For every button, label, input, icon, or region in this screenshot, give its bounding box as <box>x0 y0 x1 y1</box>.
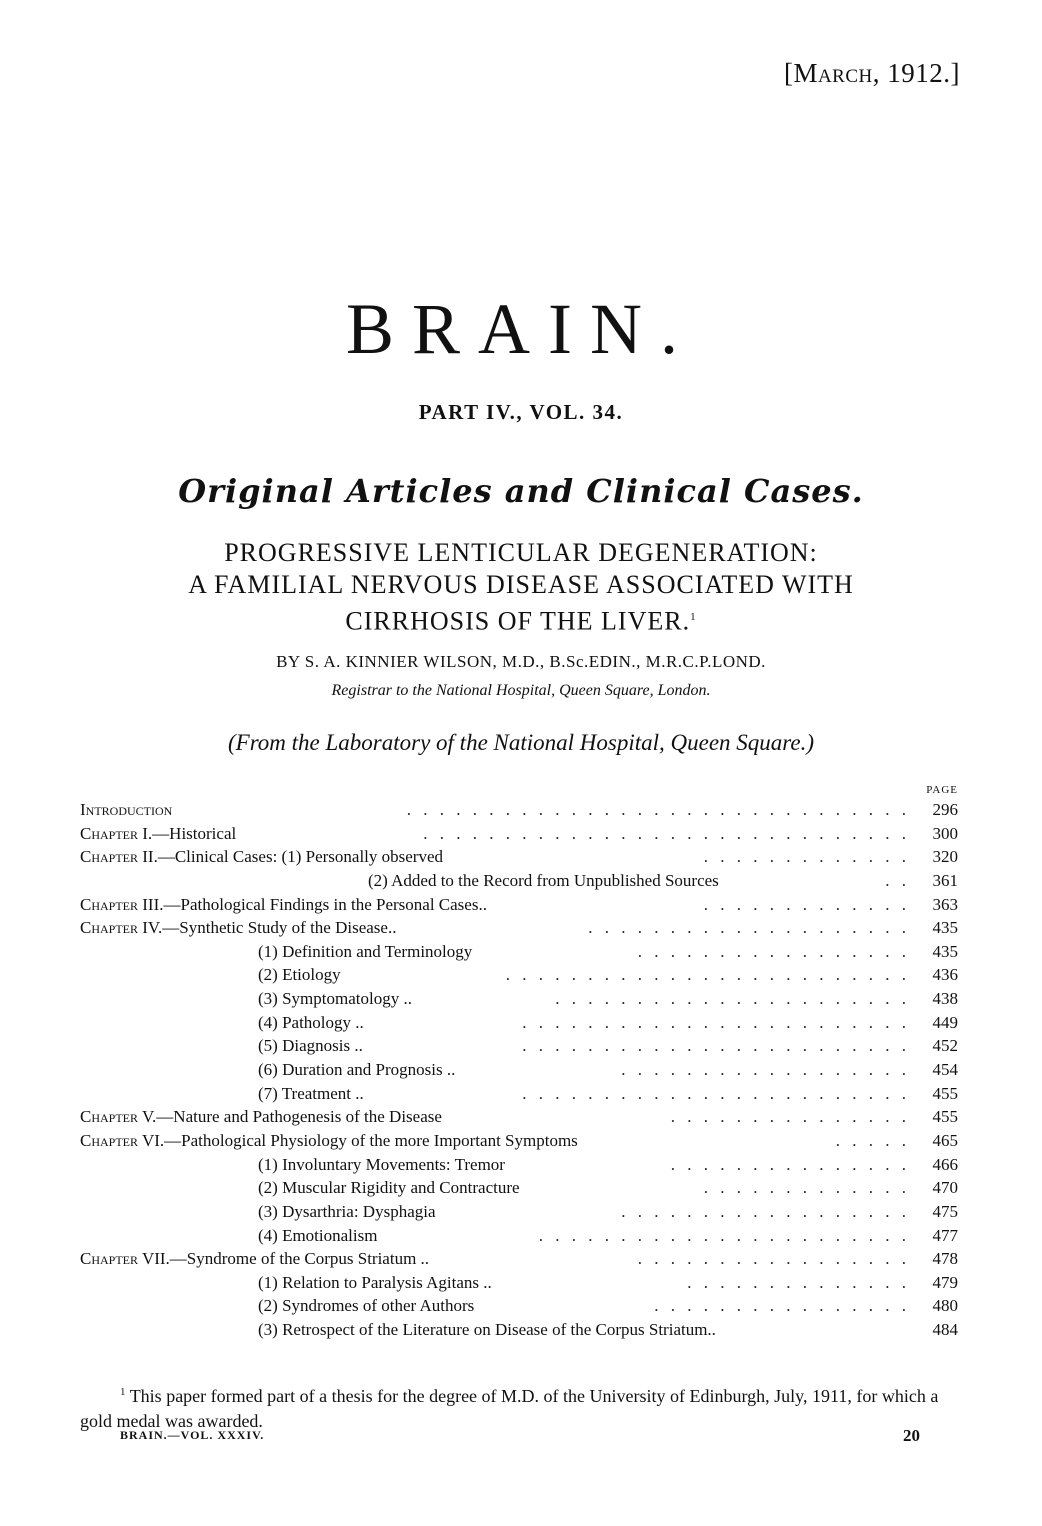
toc-page-number: 455 <box>932 1083 958 1103</box>
journal-title: BRAIN. <box>345 289 696 369</box>
toc-row <box>80 1153 958 1177</box>
toc-entry-text: (4) Emotionalism <box>258 1225 378 1245</box>
toc-entry-label <box>368 869 719 893</box>
toc-entry-text: (3) Retrospect of the Literature on Disease of the Corpus Striatum.. <box>258 1320 716 1340</box>
toc-leader-dots: . . . . . . . . . . . . . . . <box>670 1107 910 1127</box>
toc-row <box>80 963 958 987</box>
toc-entry-text: (2) Syndromes of other Authors <box>258 1296 475 1316</box>
toc-page-number: 454 <box>932 1060 958 1080</box>
toc-entry-label <box>258 1224 377 1248</box>
toc-entry-label <box>80 1129 578 1153</box>
toc-entry-label <box>258 1011 364 1035</box>
toc-leader-dots: . . . . . . . . . . . . . . . . . <box>637 1249 910 1269</box>
toc-page-number: 363 <box>932 894 958 914</box>
toc-entry-text: (2) Added to the Record from Unpublished Sources <box>368 870 719 890</box>
toc-entry-label <box>80 1247 429 1271</box>
toc-leader-dots: . . . . . . . . . . . . . . . . . . <box>621 1201 910 1221</box>
toc-leader-dots: . . . . . . . . . . . . . . . . <box>654 1296 910 1316</box>
toc-entry-text: (1) Involuntary Movements: Tremor <box>258 1154 505 1174</box>
toc-entry-text: (1) Relation to Paralysis Agitans .. <box>258 1272 492 1292</box>
toc-leader-dots: . . . . . . . . . . . . . . . . . . . . . . . . . <box>505 965 910 985</box>
toc-row <box>80 798 958 822</box>
toc-entry-text: VI.—Pathological Physiology of the more Important Symptoms <box>138 1130 578 1150</box>
toc-leader-dots: . . . . . . . . . . . . . . . <box>670 1154 910 1174</box>
toc-entry-prefix: Chapter <box>80 1249 139 1269</box>
toc-page-number: 475 <box>932 1201 958 1221</box>
toc-row <box>80 1294 958 1318</box>
toc-page-number: 300 <box>932 823 958 843</box>
toc-row <box>80 916 958 940</box>
section-heading: Original Articles and Clinical Cases. <box>178 472 864 510</box>
toc-page-number: 484 <box>932 1320 958 1340</box>
author-affiliation: Registrar to the National Hospital, Queen Square, London. <box>331 682 711 699</box>
toc-leader-dots: . . . . . . . . . . . . . . . . . . <box>621 1060 910 1080</box>
toc-entry-text: I.—Historical <box>138 823 237 843</box>
toc-page-number: 477 <box>932 1225 958 1245</box>
toc-entry-text: VII.—Syndrome of the Corpus Striatum .. <box>138 1249 430 1269</box>
toc-entry-label <box>258 1082 364 1106</box>
toc-entry-label <box>80 893 487 917</box>
toc-page-number: 296 <box>932 800 958 819</box>
article-title-line-2: A FAMILIAL NERVOUS DISEASE ASSOCIATED WITH <box>188 570 854 599</box>
toc-leader-dots: . . . . . . . . . . . . . . . . . . . . . . . . . . . . . . <box>423 823 910 843</box>
toc-entry-label <box>80 798 172 822</box>
toc-leader-dots: . . . . . . . . . . . . . . . . . . . . . . <box>555 989 910 1009</box>
toc-page-number: 436 <box>932 965 958 985</box>
toc-row <box>80 940 958 964</box>
toc-row <box>80 1271 958 1295</box>
toc-page-number: 320 <box>932 847 958 867</box>
toc-leader-dots: . . . . . . . . . . . . . . . . . . . . . . . . <box>522 1012 910 1032</box>
toc-leader-dots: . . . . . . . . . . . . . <box>703 847 910 867</box>
toc-entry-text: II.—Clinical Cases: (1) Personally observed <box>138 847 444 867</box>
toc-page-number: 435 <box>932 941 958 961</box>
article-title <box>70 537 972 638</box>
toc-entry-label <box>258 1318 716 1342</box>
toc-entry-label <box>258 1153 505 1177</box>
toc-leader-dots: . . . . . . . . . . . . . <box>703 1178 910 1198</box>
toc-leader-dots: . . . . . . . . . . . . . . . . . . . . . . . . <box>522 1083 910 1103</box>
toc-entry-label <box>258 1176 520 1200</box>
toc-row <box>80 1034 958 1058</box>
toc-leader-dots: . . . . . <box>835 1130 910 1150</box>
toc-row <box>80 1129 958 1153</box>
toc-row <box>80 845 958 869</box>
toc-leader-dots: . . . . . . . . . . . . . . . . . <box>637 941 910 961</box>
toc-entry-text: (3) Symptomatology .. <box>258 989 412 1009</box>
issue-date: [March, 1912.] <box>783 58 960 88</box>
footnote-marker: 1 <box>120 1386 126 1398</box>
toc-entry-text: (7) Treatment .. <box>258 1083 364 1103</box>
toc-leader-dots: . . . . . . . . . . . . . . . . . . . . . . . . <box>522 1036 910 1056</box>
article-title-line-1: PROGRESSIVE LENTICULAR DEGENERATION: <box>224 538 818 567</box>
toc-entry-prefix: Chapter <box>80 894 139 914</box>
toc-page-number: 480 <box>932 1296 958 1316</box>
toc-page-number: 449 <box>932 1012 958 1032</box>
toc-page-number: 455 <box>932 1107 958 1127</box>
toc-entry-label <box>258 1271 492 1295</box>
article-title-line-3: CIRRHOSIS OF THE LIVER.$^1$ <box>345 606 697 636</box>
toc-page-number: 470 <box>932 1178 958 1198</box>
toc-entry-label <box>258 1034 363 1058</box>
toc-entry-label <box>258 940 472 964</box>
toc-row <box>80 1318 958 1342</box>
toc-entry-label <box>258 1294 474 1318</box>
author-byline: BY S. A. KINNIER WILSON, M.D., B.Sc.EDIN., M.R.C.P.LOND. <box>276 652 766 671</box>
toc-page-number: 435 <box>932 918 958 938</box>
toc-entry-label <box>258 1200 436 1224</box>
toc-row <box>80 1200 958 1224</box>
toc-row <box>80 1247 958 1271</box>
toc-row <box>80 869 958 893</box>
toc-entry-text: V.—Nature and Pathogenesis of the Disease <box>138 1107 442 1127</box>
toc-leader-dots: . . . . . . . . . . . . . . . . . . . . . . . . . . . . . . . <box>406 800 910 819</box>
source-note: (From the Laboratory of the National Hospital, Queen Square.) <box>227 730 815 755</box>
toc-page-number: 361 <box>932 870 958 890</box>
toc-entry-label <box>80 845 443 869</box>
running-foot: BRAIN.—VOL. XXXIV. <box>120 1428 265 1442</box>
toc-entry-prefix: Chapter <box>80 1130 139 1150</box>
toc-row <box>80 987 958 1011</box>
part-volume: PART IV., VOL. 34. <box>418 400 624 424</box>
toc-page-number: 452 <box>932 1036 958 1056</box>
toc-entry-text: (5) Diagnosis .. <box>258 1036 363 1056</box>
table-of-contents <box>80 782 958 1342</box>
toc-page-number: 438 <box>932 989 958 1009</box>
toc-row <box>80 1011 958 1035</box>
toc-page-number: 479 <box>932 1272 958 1292</box>
toc-page-number: 465 <box>932 1130 958 1150</box>
toc-entry-label <box>258 963 341 987</box>
toc-entry-text: (4) Pathology .. <box>258 1012 364 1032</box>
footnote-text: This paper formed part of a thesis for the degree of M.D. of the University of Edinburgh, July, 1911, for which a gold medal was awarded. <box>80 1386 939 1431</box>
toc-entry-text: III.—Pathological Findings in the Personal Cases.. <box>138 894 487 914</box>
toc-entry-prefix: Chapter <box>80 1107 139 1127</box>
toc-entry-prefix: Chapter <box>80 847 139 867</box>
toc-page-number: 478 <box>932 1249 958 1269</box>
footnote <box>80 1380 958 1434</box>
toc-leader-dots: . . . . . . . . . . . . . . . . . . . . <box>588 918 910 938</box>
toc-entry-label <box>80 1105 442 1129</box>
toc-entry-label <box>80 822 236 846</box>
toc-entry-prefix: Chapter <box>80 823 139 843</box>
toc-entry-prefix: Introduction <box>80 800 173 819</box>
toc-row <box>80 893 958 917</box>
toc-entry-text: (2) Etiology <box>258 965 341 985</box>
toc-row <box>80 1082 958 1106</box>
toc-row <box>80 1058 958 1082</box>
toc-leader-dots: . . <box>885 870 910 890</box>
toc-leader-dots: . . . . . . . . . . . . . . . . . . . . . . . <box>538 1225 910 1245</box>
toc-row <box>80 822 958 846</box>
toc-leader-dots: . . . . . . . . . . . . . . <box>687 1272 910 1292</box>
toc-entry-label <box>80 916 396 940</box>
toc-rows <box>80 798 958 1342</box>
toc-row <box>80 1105 958 1129</box>
page-number: 20 <box>903 1426 920 1445</box>
toc-entry-text: (2) Muscular Rigidity and Contracture <box>258 1178 520 1198</box>
toc-leader-dots: . . . . . . . . . . . . . <box>703 894 910 914</box>
toc-entry-label <box>258 1058 455 1082</box>
toc-entry-text: (6) Duration and Prognosis .. <box>258 1060 456 1080</box>
toc-row <box>80 1176 958 1200</box>
toc-entry-text: (1) Definition and Terminology <box>258 941 473 961</box>
toc-page-heading: PAGE <box>926 784 958 796</box>
toc-entry-text: IV.—Synthetic Study of the Disease.. <box>138 918 397 938</box>
toc-page-number: 466 <box>932 1154 958 1174</box>
toc-row <box>80 1224 958 1248</box>
footnote-reference: 1 <box>690 611 697 623</box>
toc-entry-text: (3) Dysarthria: Dysphagia <box>258 1201 436 1221</box>
toc-entry-prefix: Chapter <box>80 918 139 938</box>
toc-entry-label <box>258 987 412 1011</box>
